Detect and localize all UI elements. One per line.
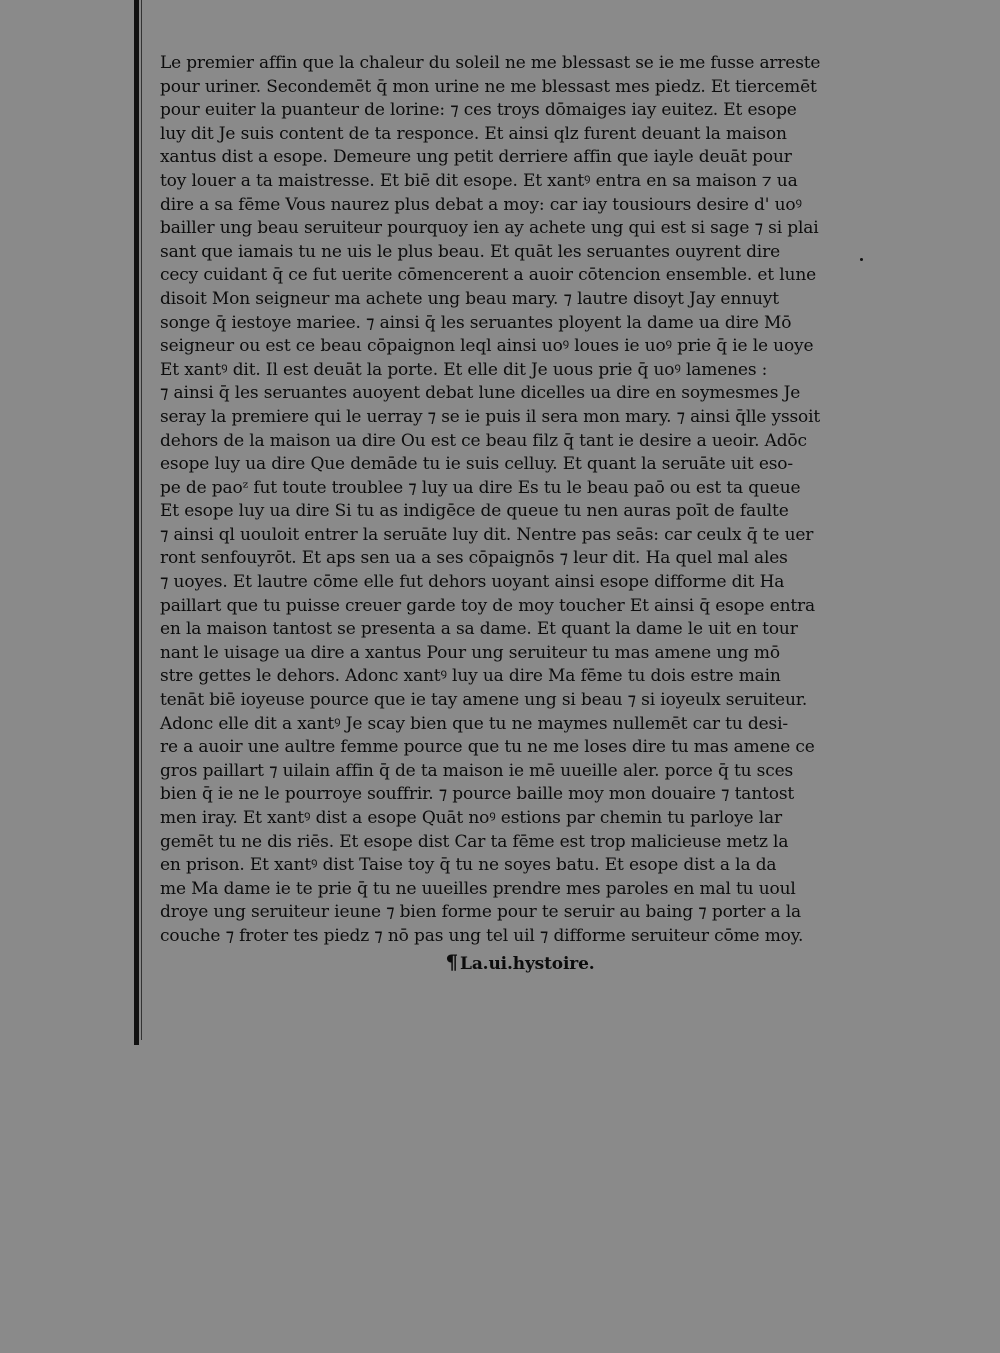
text-line: me Ma dame ie te prie q̄ tu ne uueilles prendre mes paroles en mal tu uoul bbox=[160, 878, 796, 899]
text-line: Le premier affin que la chaleur du soleil ne me blessast se ie me fusse arreste bbox=[160, 53, 821, 73]
text-line: tenāt biē ioyeuse pource que ie tay amene ung si beau ⁊ si ioyeulx seruiteur. bbox=[160, 690, 808, 711]
text-line: seray la premiere qui le uerray ⁊ se ie puis il sera mon mary. ⁊ ainsi q̄lle yssoit bbox=[160, 406, 821, 427]
pilcrow-mark: ¶ bbox=[445, 949, 459, 974]
text-line: songe q̄ iestoye mariee. ⁊ ainsi q̄ les seruantes ployent la dame ua dire Mō bbox=[160, 312, 792, 333]
text-line: gros paillart ⁊ uilain affin q̄ de ta maison ie mē uueille aler. porce q̄ tu sces bbox=[160, 760, 794, 781]
page-edge-rule-thin bbox=[141, 0, 142, 1040]
text-line: gemēt tu ne dis riēs. Et esope dist Car ta fēme est trop malicieuse metz la bbox=[160, 831, 789, 852]
text-line: toy louer a ta maistresse. Et biē dit esope. Et xantꝰ entra en sa maison ⁊ ua bbox=[160, 170, 798, 191]
text-line: stre gettes le dehors. Adonc xantꝰ luy ua dire Ma fēme tu dois estre main bbox=[160, 666, 781, 687]
body-text bbox=[160, 52, 820, 976]
text-line: cecy cuidant q̄ ce fut uerite cōmencerent a auoir cōtencion ensemble. et lune bbox=[160, 265, 817, 286]
text-line: ⁊ ainsi q̄ les seruantes auoyent debat lune dicelles ua dire en soymesmes Je bbox=[160, 383, 801, 404]
text-line: Et esope luy ua dire Si tu as indigēce de queue tu nen auras poīt de faulte bbox=[160, 501, 789, 522]
text-line: xantus dist a esope. Demeure ung petit derriere affin que iayle deuāt pour bbox=[160, 147, 792, 168]
text-line: sant que iamais tu ne uis le plus beau. Et quāt les seruantes ouyrent dire bbox=[160, 241, 780, 262]
page-edge-rule bbox=[134, 0, 139, 1045]
text-line: pour uriner. Secondemēt q̄ mon urine ne me blessast mes piedz. Et tiercemēt bbox=[160, 76, 817, 97]
text-line: paillart que tu puisse creuer garde toy de moy toucher Et ainsi q̄ esope entra bbox=[160, 595, 816, 616]
text-line: pour euiter la puanteur de lorine: ⁊ ces troys dōmaiges iay euitez. Et esope bbox=[160, 100, 797, 121]
text-line: en prison. Et xantꝰ dist Taise toy q̄ tu ne soyes batu. Et esope dist a la da bbox=[160, 855, 777, 876]
text-line: couche ⁊ froter tes piedz ⁊ nō pas ung tel uil ⁊ difforme seruiteur cōme moy. bbox=[160, 925, 804, 946]
text-line: en la maison tantost se presenta a sa dame. Et quant la dame le uit en tour bbox=[160, 619, 798, 640]
text-line: ront senfouyrōt. Et aps sen ua a ses cōpaignōs ⁊ leur dit. Ha quel mal ales bbox=[160, 548, 788, 569]
text-line: bailler ung beau seruiteur pourquoy ien ay achete ung qui est si sage ⁊ si plai bbox=[160, 218, 819, 239]
chapter-footer-text: La.ui.hystoire. bbox=[460, 953, 595, 974]
text-line: seigneur ou est ce beau cōpaignon leql ainsi uoꝰ loues ie uoꝰ prie q̄ ie le uoye bbox=[160, 336, 814, 357]
chapter-footer bbox=[160, 951, 820, 977]
text-line: esope luy ua dire Que demāde tu ie suis celluy. Et quant la seruāte uit eso- bbox=[160, 454, 793, 475]
ink-speck bbox=[860, 258, 863, 261]
text-line: Et xantꝰ dit. Il est deuāt la porte. Et elle dit Je uous prie q̄ uoꝰ lamenes : bbox=[160, 359, 768, 380]
text-line: ⁊ ainsi ql uouloit entrer la seruāte luy dit. Nentre pas seās: car ceulx q̄ te uer bbox=[160, 524, 814, 545]
text-line: disoit Mon seigneur ma achete ung beau mary. ⁊ lautre disoyt Jay ennuyt bbox=[160, 288, 779, 309]
text-line: pe de paoᶻ fut toute troublee ⁊ luy ua dire Es tu le beau paō ou est ta queue bbox=[160, 477, 801, 498]
text-line: ⁊ uoyes. Et lautre cōme elle fut dehors uoyant ainsi esope difforme dit Ha bbox=[160, 572, 785, 593]
text-line: Adonc elle dit a xantꝰ Je scay bien que tu ne maymes nullemēt car tu desi- bbox=[160, 713, 788, 734]
text-line: dire a sa fēme Vous naurez plus debat a moy: car iay tousiours desire d' uoꝰ bbox=[160, 194, 802, 215]
text-line: dehors de la maison ua dire Ou est ce beau filz q̄ tant ie desire a ueoir. Adōc bbox=[160, 430, 807, 451]
text-line: bien q̄ ie ne le pourroye souffrir. ⁊ pource baille moy mon douaire ⁊ tantost bbox=[160, 784, 795, 805]
text-line: re a auoir une aultre femme pource que tu ne me loses dire tu mas amene ce bbox=[160, 737, 815, 758]
text-line: men iray. Et xantꝰ dist a esope Quāt noꝰ estions par chemin tu parloye lar bbox=[160, 808, 782, 828]
text-line: nant le uisage ua dire a xantus Pour ung seruiteur tu mas amene ung mō bbox=[160, 642, 780, 663]
text-line: droye ung seruiteur ieune ⁊ bien forme pour te seruir au baing ⁊ porter a la bbox=[160, 902, 801, 923]
text-line: luy dit Je suis content de ta responce. Et ainsi qlz furent deuant la maison bbox=[160, 123, 787, 144]
